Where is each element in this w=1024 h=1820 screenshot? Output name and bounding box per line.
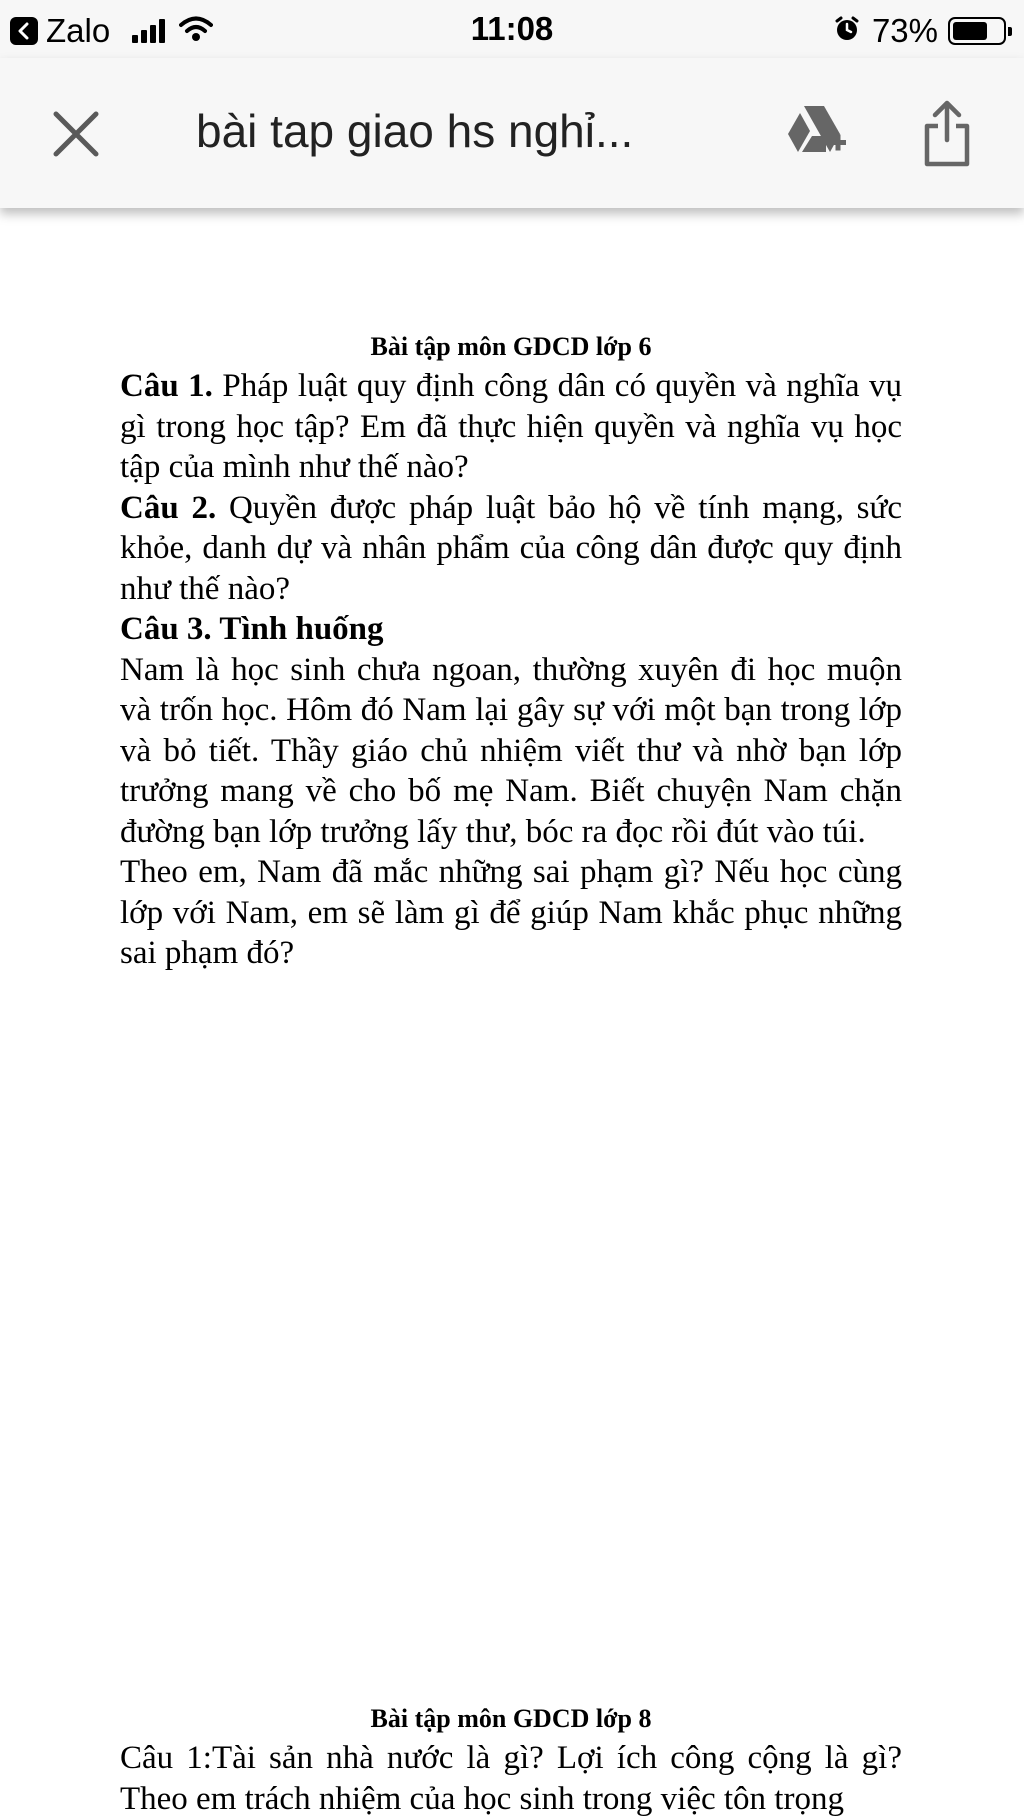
share-icon[interactable] xyxy=(920,98,974,170)
document-page-2 xyxy=(120,1702,902,1819)
page-2-question-1: Câu 1:Tài sản nhà nước là gì? Lợi ích công cộng là gì? Theo em trách nhiệm của học sinh trong việc tôn trọng xyxy=(120,1740,902,1817)
battery-icon xyxy=(948,17,1006,45)
battery-percent: 73% xyxy=(871,12,938,49)
page-2-title: Bài tập môn GDCD lớp 8 xyxy=(370,1704,652,1733)
drive-add-icon[interactable] xyxy=(782,100,850,168)
viewer-toolbar xyxy=(0,58,1024,208)
question-1-label: Câu 1. xyxy=(120,368,213,404)
question-3-situation: Nam là học sinh chưa ngoan, thường xuyên đi học muộn và trốn học. Hôm đó Nam lại gây sự với một bạn trong lớp và bỏ tiết. Thầy giáo chủ nhiệm viết thư và nhờ bạn lớp trưởng mang về cho bố mẹ Nam. Biết chuyện Nam chặn đường bạn lớp trưởng lấy thư, bóc ra đọc rồi đút vào túi. xyxy=(120,651,902,850)
question-2 xyxy=(120,488,902,610)
alarm-icon xyxy=(834,12,860,50)
status-right xyxy=(834,12,1006,50)
battery-fill xyxy=(953,22,987,40)
status-time: 11:08 xyxy=(470,10,554,47)
close-icon[interactable] xyxy=(50,108,102,160)
question-1 xyxy=(120,366,902,488)
question-3-question: Theo em, Nam đã mắc những sai phạm gì? Nếu học cùng lớp với Nam, em sẽ làm gì để giúp Nam khắc phục những sai phạm đó? xyxy=(120,854,902,971)
battery-tip xyxy=(1008,27,1012,36)
back-app-label: Zalo xyxy=(46,12,111,49)
question-2-label: Câu 2. xyxy=(120,489,217,526)
document-title: bài tap giao hs nghỉ... xyxy=(196,105,634,157)
document-page-1 xyxy=(120,330,902,974)
question-1-text: Pháp luật quy định công dân có quyền và nghĩa vụ gì trong học tập? Em đã thực hiện quyền và nghĩa vụ học tập của mình như thế nào? xyxy=(120,368,903,485)
page-1-title: Bài tập môn GDCD lớp 6 xyxy=(370,332,652,361)
question-3-heading: Câu 3. Tình huống xyxy=(120,611,384,647)
status-bar xyxy=(0,0,1024,58)
question-2-text: Quyền được pháp luật bảo hộ về tính mạng, sức khỏe, danh dự và nhân phẩm của công dân được quy định như thế nào? xyxy=(120,489,902,607)
